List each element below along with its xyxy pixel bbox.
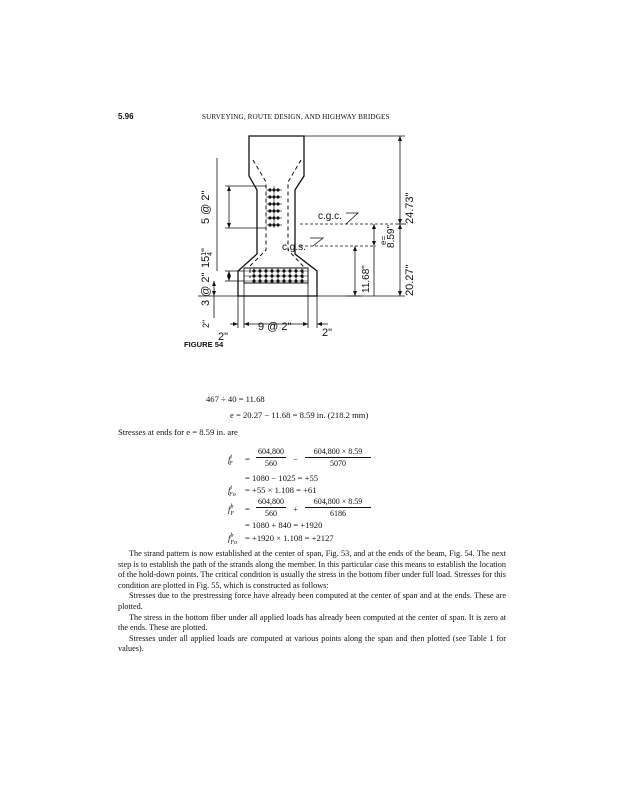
e-label: e= <box>379 235 388 245</box>
eq-ft-lhs: $f^t_F$ <box>228 454 233 467</box>
eq-fb-op: + <box>293 504 298 514</box>
cgs-leader <box>310 238 323 246</box>
paragraph-2: Stresses due to the prestressing force have already been computed at the center of span and at the ends. These are plotted. <box>118 591 506 611</box>
eq-ft-num1: 604,800 <box>258 447 284 456</box>
dim-top-to-cgc: 24.73" <box>404 192 416 224</box>
eq-fbo-lhs: $f^b_{Fo}$ <box>228 533 238 546</box>
eq-ft-bar1 <box>256 457 286 458</box>
dim-bottom-right: 2" <box>322 327 333 339</box>
page-header <box>118 112 503 126</box>
running-title: SURVEYING, ROUTE DESIGN, AND HIGHWAY BRIDGES <box>202 113 390 121</box>
eq-ft-op: − <box>293 454 298 464</box>
eq-fto-rest: = +55 × 1.108 = +61 <box>245 485 317 495</box>
eq-fb-equals: = <box>245 504 250 514</box>
stresses-intro: Stresses at ends for e = 8.59 in. are <box>118 427 238 437</box>
cgc-label: c.g.c. <box>318 211 342 222</box>
dim-cgs-to-bottom: 20.27" <box>404 264 416 296</box>
body-text <box>118 549 506 655</box>
dim-bottom-mid: 9 @ 2" <box>258 321 292 333</box>
dim-left-top-spacing: 5 @ 2" <box>200 190 212 224</box>
left-dim-arrows <box>212 186 231 296</box>
dim-cgs-height: 11.68" <box>361 265 372 293</box>
eq-fb-num1: 604,800 <box>258 497 284 506</box>
eq-ft-num2: 604,800 × 8.59 <box>313 447 363 456</box>
eq-fbo-rest: = +1920 × 1.108 = +2127 <box>245 533 334 543</box>
figure-54-beam-section <box>150 128 420 340</box>
eq-line-2: e = 20.27 − 11.68 = 8.59 in. (218.2 mm) <box>230 410 369 420</box>
eq-ft-result: = 1080 − 1025 = +55 <box>245 473 319 483</box>
dashed-web-left <box>250 160 266 278</box>
eq-fto-lhs: $f^t_{Fo}$ <box>228 485 236 498</box>
paragraph-3: The stress in the bottom fiber under all applied loads has already been computed at the center of span. It is zero at the ends. These are plotted. <box>118 612 506 633</box>
e-value: 8.59" <box>386 224 397 248</box>
dim-bottom-left: 2" <box>218 331 229 340</box>
dim-left-bottom: 2" <box>201 319 211 328</box>
eq-ft-equals: = <box>245 454 250 464</box>
eq-fb-den1: 560 <box>265 509 277 518</box>
figure-caption: FIGURE 54 <box>184 340 224 349</box>
eq-ft-bar2 <box>305 457 371 458</box>
web-strand-lines <box>266 186 282 228</box>
cgs-label: c.g.s. <box>282 242 306 253</box>
eq-fb-num2: 604,800 × 8.59 <box>313 497 363 506</box>
eq-fb-bar2 <box>305 507 371 508</box>
eq-fb-lhs: $f^b_F$ <box>228 504 235 517</box>
eq-ft-den2: 5070 <box>330 459 346 468</box>
cgc-leader <box>346 213 358 224</box>
eq-ft-den1: 560 <box>265 459 277 468</box>
eq-fb-den2: 6186 <box>330 509 346 518</box>
right-dimensions <box>300 136 406 296</box>
eq-fb-result: = 1080 + 840 = +1920 <box>245 520 323 530</box>
paragraph-4: Stresses under all applied loads are computed at various points along the span and then plotted (see Table 1 for values). <box>118 633 506 654</box>
eq-fb-bar1 <box>256 507 286 508</box>
paragraph-1: The strand pattern is now established at the center of span, Fig. 53, and at the ends of the beam, Fig. 54. The next step is to establish the path of the strands along the member. In this particular case this means to establish the location of the hold-down points. The critical condition is usually the stress in the bottom fiber under full load. Stresses for this condition are plotted in Fig. 55, which is constructed as follows: <box>118 549 506 590</box>
dim-left-mid: $15^14$" <box>200 248 214 268</box>
eq-line-1: 467 ÷ 40 = 11.68 <box>206 394 265 404</box>
dim-left-bottom-spacing: 3 @ 2" <box>200 272 212 306</box>
page-number: 5.96 <box>118 112 134 121</box>
